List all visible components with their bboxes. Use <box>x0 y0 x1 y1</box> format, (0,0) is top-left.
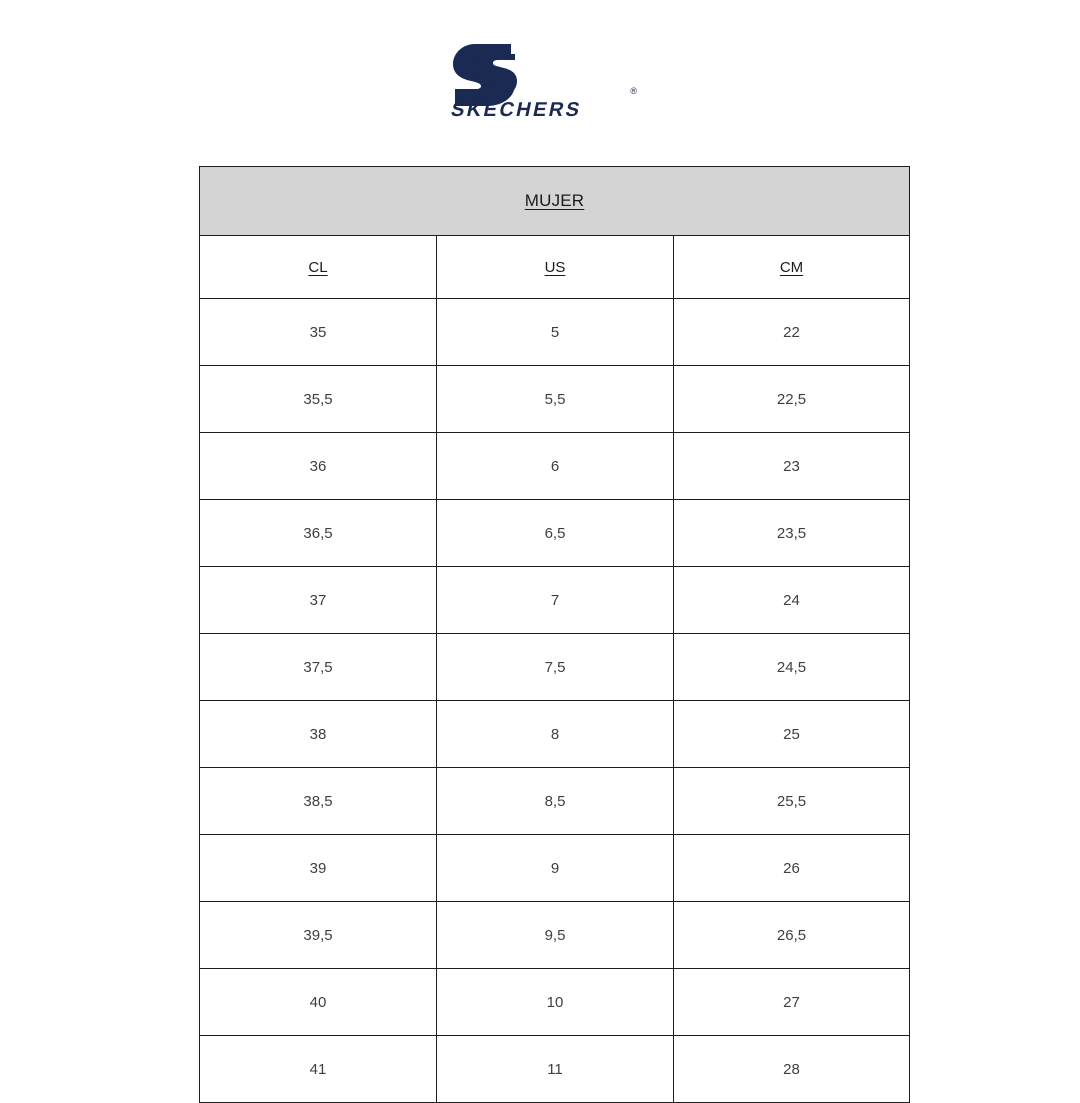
cell-cl: 38 <box>200 701 437 768</box>
cell-us: 10 <box>437 969 674 1036</box>
cell-us: 8 <box>437 701 674 768</box>
cell-cm: 23,5 <box>674 500 910 567</box>
table-header-row <box>200 236 910 299</box>
table-row <box>200 366 910 433</box>
size-table <box>199 166 910 1103</box>
cell-cl: 35 <box>200 299 437 366</box>
cell-us: 5 <box>437 299 674 366</box>
table-title: MUJER <box>524 191 585 210</box>
cell-cm: 22 <box>674 299 910 366</box>
cell-us: 6 <box>437 433 674 500</box>
cell-us: 9 <box>437 835 674 902</box>
table-row <box>200 1036 910 1103</box>
cell-cl: 40 <box>200 969 437 1036</box>
table-row <box>200 500 910 567</box>
cell-us: 8,5 <box>437 768 674 835</box>
cell-cl: 39,5 <box>200 902 437 969</box>
cell-cl: 36 <box>200 433 437 500</box>
size-chart <box>199 166 909 1103</box>
cell-cm: 27 <box>674 969 910 1036</box>
cell-cm: 25 <box>674 701 910 768</box>
table-row <box>200 768 910 835</box>
table-row <box>200 433 910 500</box>
cell-cm: 22,5 <box>674 366 910 433</box>
table-row <box>200 634 910 701</box>
table-title-cell <box>200 167 910 236</box>
cell-cl: 35,5 <box>200 366 437 433</box>
cell-cm: 26 <box>674 835 910 902</box>
cell-us: 9,5 <box>437 902 674 969</box>
cell-cl: 37,5 <box>200 634 437 701</box>
cell-cl: 41 <box>200 1036 437 1103</box>
cell-cm: 24 <box>674 567 910 634</box>
table-row <box>200 902 910 969</box>
cell-cm: 28 <box>674 1036 910 1103</box>
table-row <box>200 299 910 366</box>
column-header-cm: CM <box>674 236 910 299</box>
column-header-cl: CL <box>200 236 437 299</box>
registered-trademark-icon: ® <box>630 86 637 96</box>
cell-cm: 24,5 <box>674 634 910 701</box>
cell-us: 5,5 <box>437 366 674 433</box>
brand-header <box>0 36 1080 122</box>
cell-us: 11 <box>437 1036 674 1103</box>
table-row <box>200 969 910 1036</box>
cell-cl: 38,5 <box>200 768 437 835</box>
cell-cm: 23 <box>674 433 910 500</box>
cell-us: 7,5 <box>437 634 674 701</box>
cell-cl: 39 <box>200 835 437 902</box>
cell-cl: 37 <box>200 567 437 634</box>
cell-cl: 36,5 <box>200 500 437 567</box>
table-row <box>200 835 910 902</box>
table-row <box>200 567 910 634</box>
skechers-logo <box>445 36 635 122</box>
cell-us: 6,5 <box>437 500 674 567</box>
svg-text:SKECHERS: SKECHERS <box>448 99 584 121</box>
cell-cm: 26,5 <box>674 902 910 969</box>
column-header-us: US <box>437 236 674 299</box>
table-row <box>200 701 910 768</box>
cell-us: 7 <box>437 567 674 634</box>
cell-cm: 25,5 <box>674 768 910 835</box>
table-title-row <box>200 167 910 236</box>
